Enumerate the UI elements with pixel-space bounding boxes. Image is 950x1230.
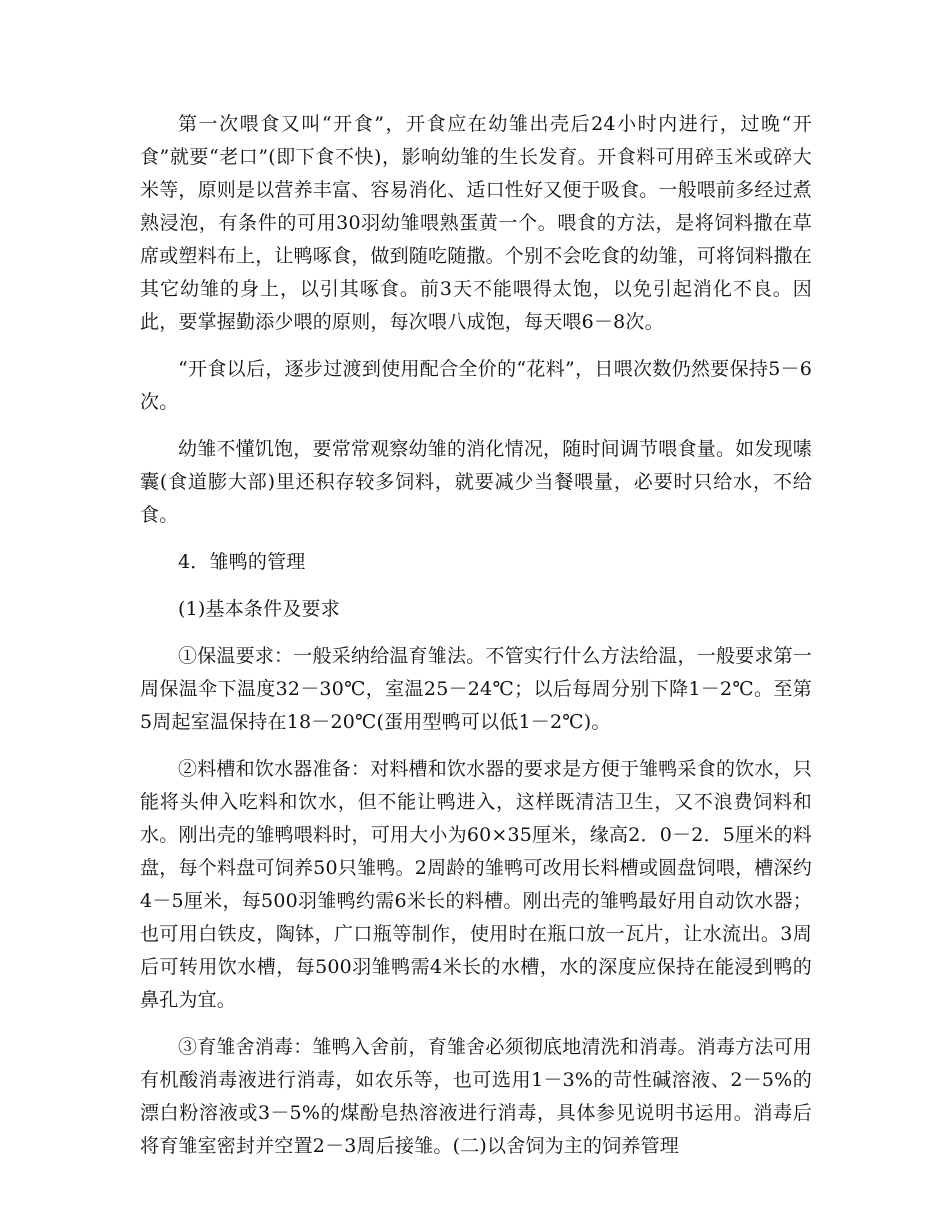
subsection-heading-basic-conditions: (1)基本条件及要求: [178, 598, 340, 620]
section-heading-duckling-management: 4．雏鸭的管理: [178, 551, 306, 573]
paragraph-brooding-house-disinfection: ③育雏舍消毒：雏鸭入舍前，育雏舍必须彻底地清洗和消毒。消毒方法可用有机酸消毒液进行消毒，如农乐等，也可选用1－3%的苛性碱溶液、2－5%的漂白粉溶液或3－5%的煤酚皂热溶液进行消毒，具体参见说明书运用。消毒后将育雏室密封并空置2－3周后接雏。(二)以舍饲为主的饲养管理: [140, 1036, 812, 1157]
paragraph-first-feeding: 第一次喂食又叫“开食”，开食应在幼雏出壳后24小时内进行，过晚“开食”就要“老口”(即下食不快)，影响幼雏的生长发育。开食料可用碎玉米或碎大米等，原则是以营养丰富、容易消化、适口性好又便于吸食。一般喂前多经过煮熟浸泡，有条件的可用30羽幼雏喂熟蛋黄一个。喂食的方法，是将饲料撒在草席或塑料布上，让鸭啄食，做到随吃随撒。个别不会吃食的幼雏，可将饲料撒在其它幼雏的身上，以引其啄食。前3天不能喂得太饱，以免引起消化不良。因此，要掌握勤添少喂的原则，每次喂八成饱，每天喂6－8次。: [140, 113, 813, 333]
paragraph-after-feeding: “开食以后，逐步过渡到使用配合全价的“花料”，日喂次数仍然要保持5－6次。: [140, 358, 812, 413]
paragraph-feeders-waterers: ②料槽和饮水器准备：对料槽和饮水器的要求是方便于雏鸭采食的饮水，只能将头伸入吃料和饮水，但不能让鸭进入，这样既清洁卫生，又不浪费饲料和水。刚出壳的雏鸭喂料时，可用大小为60×35厘米，缘高2．0－2．5厘米的料盘，每个料盘可饲养50只雏鸭。2周龄的雏鸭可改用长料槽或圆盘饲喂，槽深约4－5厘米，每500羽雏鸭约需6米长的料槽。刚出壳的雏鸭最好用自动饮水器；也可用白铁皮，陶钵，广口瓶等制作，使用时在瓶口放一瓦片，让水流出。3周后可转用饮水槽，每500羽雏鸭需4米长的水槽，水的深度应保持在能浸到鸭的鼻孔为宜。: [140, 758, 812, 1011]
paragraph-observe-digestion: 幼雏不懂饥饱，要常常观察幼雏的消化情况，随时间调节喂食量。如发现嗉囊(食道膨大部)里还积存较多饲料，就要减少当餐喂量，必要时只给水，不给食。: [140, 438, 812, 526]
document-page: [140, 108, 812, 1177]
paragraph-temperature-requirements: ①保温要求：一般采纳给温育雏法。不管实行什么方法给温，一般要求第一周保温伞下温度32－30℃，室温25－24℃；以后每周分别下降1－2℃。至第5周起室温保持在18－20℃(蛋用型鸭可以低1－2℃)。: [140, 645, 812, 733]
